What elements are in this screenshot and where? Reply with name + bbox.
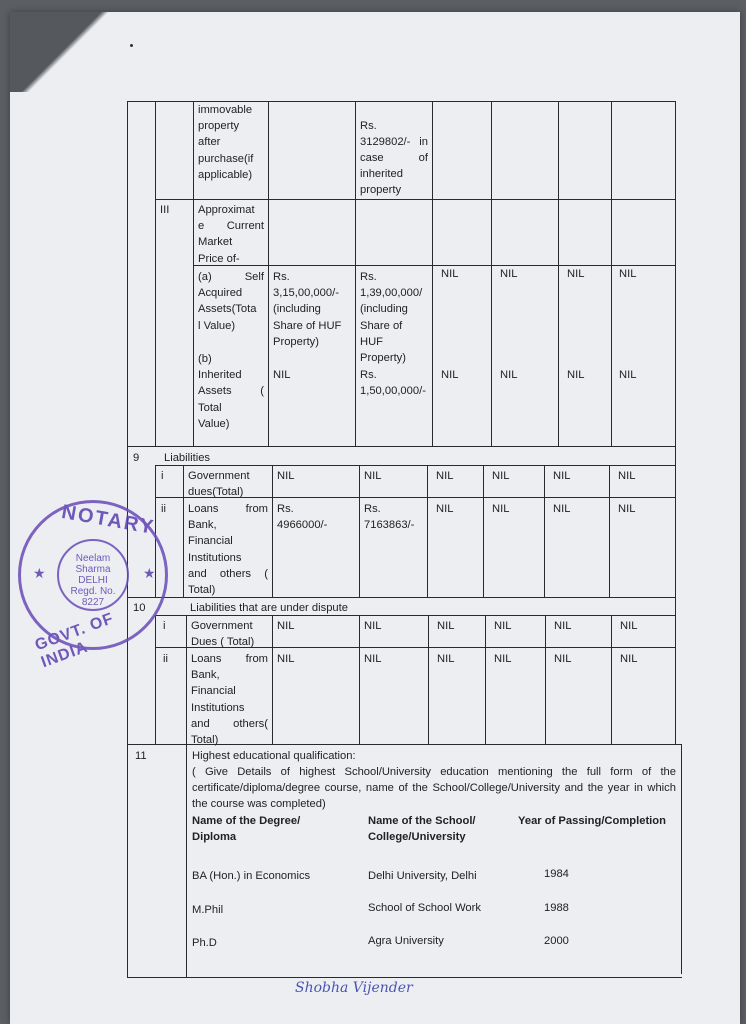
self-acquired-desc: (a) Self Acquired Assets(Tota l Value) [198, 271, 264, 332]
edu-school-1: Delhi University, Delhi [368, 870, 477, 882]
edu-degree-3: Ph.D [192, 937, 217, 949]
row-11-num: 11 [135, 750, 147, 762]
row-10ii-desc: Loans from Bank, Financial Institutions and others( Total) [191, 653, 268, 747]
row-9i-value-1: NIL [277, 470, 295, 482]
row-9ii-value-2: Rs. 7163863/- [364, 503, 415, 532]
immovable-inherited-value: Rs. 3129802/- in case of inherited property [360, 120, 428, 196]
row-9i-nil-3: NIL [553, 470, 571, 482]
star-icon: ★ [143, 565, 156, 581]
row-10ii-nil-3: NIL [554, 653, 572, 665]
row-9ii-nil-4: NIL [618, 503, 636, 515]
stamp-top-text: NOTARY [59, 500, 157, 540]
row-10i-value-1: NIL [277, 620, 295, 632]
row-9ii-nil-1: NIL [436, 503, 454, 515]
inherited-nil-4: NIL [619, 369, 637, 381]
stamp-bottom-text: GOVT. OF INDIA [32, 610, 117, 672]
row-10ii-value-2: NIL [364, 653, 382, 665]
row-9i-num: i [161, 470, 164, 482]
row-9ii-nil-2: NIL [492, 503, 510, 515]
row-9i-nil-2: NIL [492, 470, 510, 482]
row-10ii-nil-1: NIL [437, 653, 455, 665]
row-10i-nil-2: NIL [494, 620, 512, 632]
edu-year-3: 2000 [544, 935, 569, 947]
edu-school-2: School of School Work [368, 902, 481, 914]
edu-year-1: 1984 [544, 868, 569, 880]
row-9ii-num: ii [161, 503, 166, 515]
row-iii-num: III [160, 204, 170, 216]
self-acquired-value-1: Rs. 3,15,00,000/- (including Share of HUF Property) [273, 271, 342, 348]
row-11-title: Highest educational qualification: [192, 750, 356, 762]
row-10-num: 10 [133, 602, 146, 614]
row-9-num: 9 [133, 452, 140, 464]
page-fold-shadow [10, 12, 120, 92]
edu-year-2: 1988 [544, 902, 569, 914]
inherited-nil-2: NIL [500, 369, 518, 381]
inherited-nil-3: NIL [567, 369, 585, 381]
row-10i-num: i [163, 620, 166, 632]
row-10ii-nil-2: NIL [494, 653, 512, 665]
self-acquired-value-2: Rs. 1,39,00,000/ (including Share of HUF Property) [360, 271, 423, 365]
row-10i-nil-3: NIL [554, 620, 572, 632]
inherited-value-2: Rs. 1,50,00,000/- [360, 369, 426, 398]
row-10ii-num: ii [163, 653, 168, 665]
self-nil-4: NIL [619, 268, 637, 280]
row-10i-value-2: NIL [364, 620, 382, 632]
row-10i-nil-4: NIL [620, 620, 638, 632]
edu-header-year: Year of Passing/Completion [518, 815, 666, 827]
immovable-desc: immovable property after purchase(if applicable) [198, 104, 254, 181]
inherited-value-1: NIL [273, 369, 291, 381]
edu-degree-2: M.Phil [192, 904, 224, 916]
row-9i-desc: Government dues(Total) [188, 470, 250, 499]
row-9i-nil-4: NIL [618, 470, 636, 482]
star-icon: ★ [33, 565, 46, 581]
edu-header-degree: Name of the Degree/ Diploma [192, 815, 301, 844]
self-nil-2: NIL [500, 268, 518, 280]
row-10i-nil-1: NIL [437, 620, 455, 632]
row-9ii-value-1: Rs. 4966000/- [277, 503, 328, 532]
signature: Shobha Vijender [295, 980, 413, 996]
self-nil-3: NIL [567, 268, 585, 280]
self-nil-1: NIL [441, 268, 459, 280]
row-9i-nil-1: NIL [436, 470, 454, 482]
stamp-center: Neelam Sharma DELHI Regd. No. 8227 [57, 539, 129, 611]
inherited-desc: (b) Inherited Assets ( Total Value) [198, 353, 264, 430]
row-10ii-value-1: NIL [277, 653, 295, 665]
row-10-label: Liabilities that are under dispute [190, 602, 348, 614]
row-10i-desc: Government Dues ( Total) [191, 620, 255, 649]
row-iii-desc: Approximat e Current Market Price of- [198, 204, 264, 265]
row-11-instruction: ( Give Details of highest School/University education mentioning the full form of the certificate/diploma/degree course, name of the School/College/University and the year in which the course was completed) [192, 766, 676, 811]
speck [130, 44, 133, 47]
row-9-label: Liabilities [164, 452, 211, 464]
row-9ii-nil-3: NIL [553, 503, 571, 515]
row-10ii-nil-4: NIL [620, 653, 638, 665]
edu-degree-1: BA (Hon.) in Economics [192, 870, 311, 882]
edu-school-3: Agra University [368, 935, 444, 947]
row-9ii-desc: Loans from Bank, Financial Institutions and others ( Total) [188, 503, 268, 597]
row-9i-value-2: NIL [364, 470, 382, 482]
inherited-nil-1: NIL [441, 369, 459, 381]
edu-header-school: Name of the School/ College/University [368, 815, 476, 844]
